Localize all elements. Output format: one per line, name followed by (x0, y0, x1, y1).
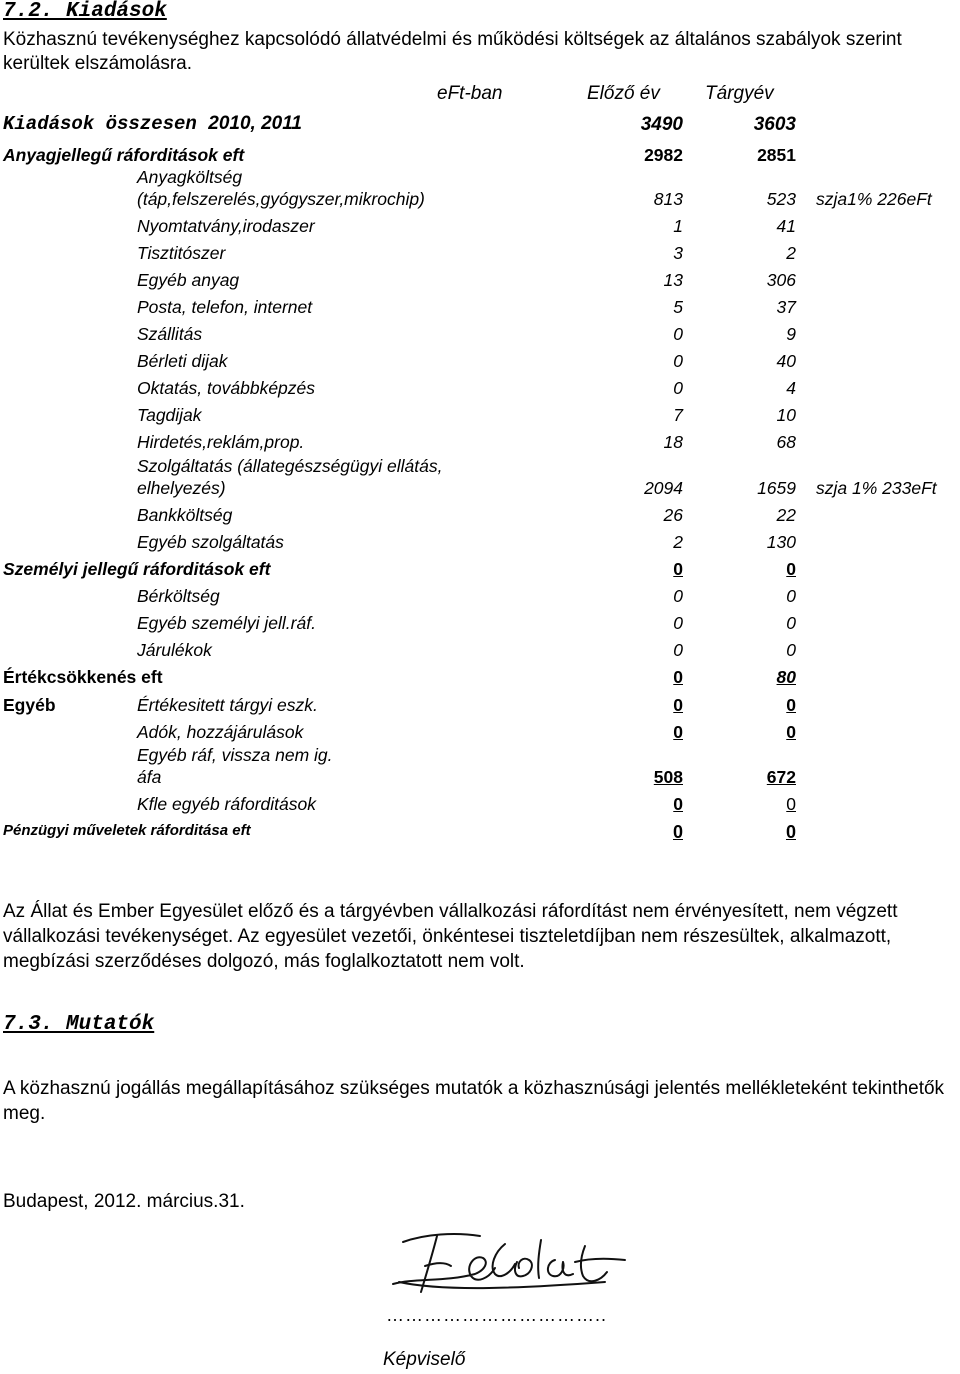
row-label: Egyéb személyi jell.ráf. (137, 613, 316, 633)
row-label: Bérleti dijak (137, 351, 228, 371)
total-prev: 3490 (640, 114, 683, 135)
table-row (0, 216, 960, 243)
row-prev: 0 (673, 667, 683, 687)
row-cur: 672 (766, 767, 796, 787)
row-cur: 41 (776, 216, 796, 236)
row-label: Értékesitett tárgyi eszk. (137, 695, 318, 715)
row-cur: 9 (786, 324, 796, 344)
row-cur: 68 (776, 432, 796, 452)
row-label: Járulékok (137, 640, 212, 660)
table-row (0, 640, 960, 667)
table-row (0, 456, 960, 502)
row-prev: 0 (673, 351, 683, 371)
table-row (0, 297, 960, 324)
row-prev: 1 (673, 216, 683, 236)
row-label-line2: áfa (137, 767, 162, 787)
row-cur: 22 (776, 505, 796, 525)
table-row (0, 559, 960, 586)
row-cur: 523 (766, 189, 796, 209)
row-label-line1: Szolgáltatás (állategészségügyi ellátás, (137, 456, 443, 476)
row-label: Bankköltség (137, 505, 233, 525)
row-prev: 0 (673, 695, 683, 715)
row-prev: 0 (673, 324, 683, 344)
row-prev: 813 (653, 189, 683, 209)
intro-paragraph: Közhasznú tevékenységhez kapcsolódó állatvédelmi és működési költségek az általános szabályok szerint kerültek elszámolásra. (3, 29, 902, 74)
statement-paragraph: Az Állat és Ember Egyesület előző és a tárgyévben vállalkozási ráfordítást nem érvényesített, nem végzett vállalkozási tevékenységet. Az egyesület vezetői, önkéntesei tiszteletdíjban nem részesültek, alkalmazott, megbízási szerződéses dolgozó, más foglalkoztatott nem volt. (3, 901, 898, 972)
row-label: Szállitás (137, 324, 203, 344)
row-label: Nyomtatvány,irodaszer (137, 216, 315, 236)
row-cur: 130 (766, 532, 796, 552)
row-label: Bérköltség (137, 586, 220, 606)
header-unit: eFt-ban (437, 83, 503, 104)
table-row (0, 405, 960, 432)
row-prev: 2982 (644, 145, 683, 165)
table-row (0, 695, 960, 722)
row-label: Egyéb szolgáltatás (137, 532, 284, 552)
header-prev-year: Előző év (587, 83, 660, 104)
row-label-line2: (táp,felszerelés,gyógyszer,mikrochip) (137, 189, 425, 209)
row-cur: 0 (786, 722, 796, 742)
row-cur: 40 (776, 351, 796, 371)
row-label-line1: Anyagköltség (137, 167, 243, 187)
row-label: Oktatás, továbbképzés (137, 378, 316, 398)
row-prev: 2094 (644, 478, 683, 498)
row-cur: 10 (776, 405, 796, 425)
table-row (0, 667, 960, 694)
table-row (0, 505, 960, 532)
row-prev: 0 (673, 613, 683, 633)
row-category: Egyéb (3, 695, 56, 715)
row-prev: 5 (673, 297, 683, 317)
row-cur: 4 (786, 378, 796, 398)
row-prev: 0 (673, 640, 683, 660)
section2-paragraph: A közhasznú jogállás megállapításához szükséges mutatók a közhasznúsági jelentés mellékleteként tekinthetők meg. (3, 1078, 945, 1124)
row-prev: 18 (663, 432, 683, 452)
row-cur: 0 (785, 822, 796, 842)
table-row (0, 270, 960, 297)
row-prev: 7 (673, 405, 683, 425)
row-prev: 2 (673, 532, 683, 552)
total-label (3, 113, 302, 135)
table-row (0, 324, 960, 351)
row-cur: 2 (786, 243, 796, 263)
row-cur: 37 (776, 297, 796, 317)
row-label: Személyi jellegű ráforditások eft (3, 559, 271, 579)
row-prev: 0 (673, 559, 683, 579)
table-row (0, 432, 960, 459)
signature-image (385, 1222, 635, 1300)
row-prev: 26 (663, 505, 683, 525)
row-cur: 2851 (757, 145, 796, 165)
row-prev: 0 (673, 378, 683, 398)
row-label: Tagdijak (137, 405, 202, 425)
table-row (0, 586, 960, 613)
row-cur: 0 (786, 559, 796, 579)
row-prev: 508 (653, 767, 683, 787)
row-label: Anyagjellegű ráforditások eft (3, 145, 245, 165)
row-label: Posta, telefon, internet (137, 297, 313, 317)
row-label: Hirdetés,reklám,prop. (137, 432, 305, 452)
row-prev: 0 (672, 822, 683, 842)
row-cur: 1659 (757, 478, 796, 498)
row-label-line2: elhelyezés) (137, 478, 226, 498)
row-prev: 0 (673, 794, 683, 814)
row-prev: 0 (673, 722, 683, 742)
row-label: Tisztitószer (137, 243, 226, 263)
row-label: Adók, hozzájárulások (137, 722, 304, 742)
row-label: Pénzügyi műveletek ráforditása eft (3, 822, 251, 839)
signature-line: …………………………….. (386, 1305, 608, 1325)
header-current-year: Tárgyév (705, 83, 774, 104)
table-row (0, 794, 960, 821)
row-cur: 0 (786, 695, 796, 715)
table-row (0, 351, 960, 378)
row-label-line1: Egyéb ráf, vissza nem ig. (137, 745, 333, 765)
total-cur: 3603 (753, 114, 796, 135)
table-row (0, 613, 960, 640)
row-cur: 0 (786, 794, 796, 814)
total-years: 2010, 2011 (208, 113, 302, 134)
row-label: Kfle egyéb ráforditások (137, 794, 316, 814)
row-prev: 0 (673, 586, 683, 606)
table-row (0, 532, 960, 559)
row-cur: 0 (786, 640, 796, 660)
total-label-text: Kiadások összesen (3, 113, 197, 135)
row-cur: 0 (786, 613, 796, 633)
row-cur: 80 (776, 667, 796, 687)
place-date: Budapest, 2012. március.31. (3, 1191, 245, 1212)
row-note: szja1% 226eFt (816, 189, 932, 209)
table-row (0, 243, 960, 270)
table-row (0, 378, 960, 405)
row-prev: 3 (673, 243, 683, 263)
row-cur: 0 (786, 586, 796, 606)
section-title: 7.2. Kiadások (3, 0, 167, 23)
table-row (0, 167, 960, 211)
row-cur: 306 (766, 270, 796, 290)
table-row (0, 745, 960, 791)
table-row (0, 822, 960, 849)
row-label: Értékcsökkenés eft (3, 667, 163, 687)
signature-role: Képviselő (383, 1349, 466, 1370)
row-prev: 13 (663, 270, 683, 290)
section2-title: 7.3. Mutatók (3, 1013, 155, 1036)
row-note: szja 1% 233eFt (816, 478, 937, 498)
row-label: Egyéb anyag (137, 270, 240, 290)
